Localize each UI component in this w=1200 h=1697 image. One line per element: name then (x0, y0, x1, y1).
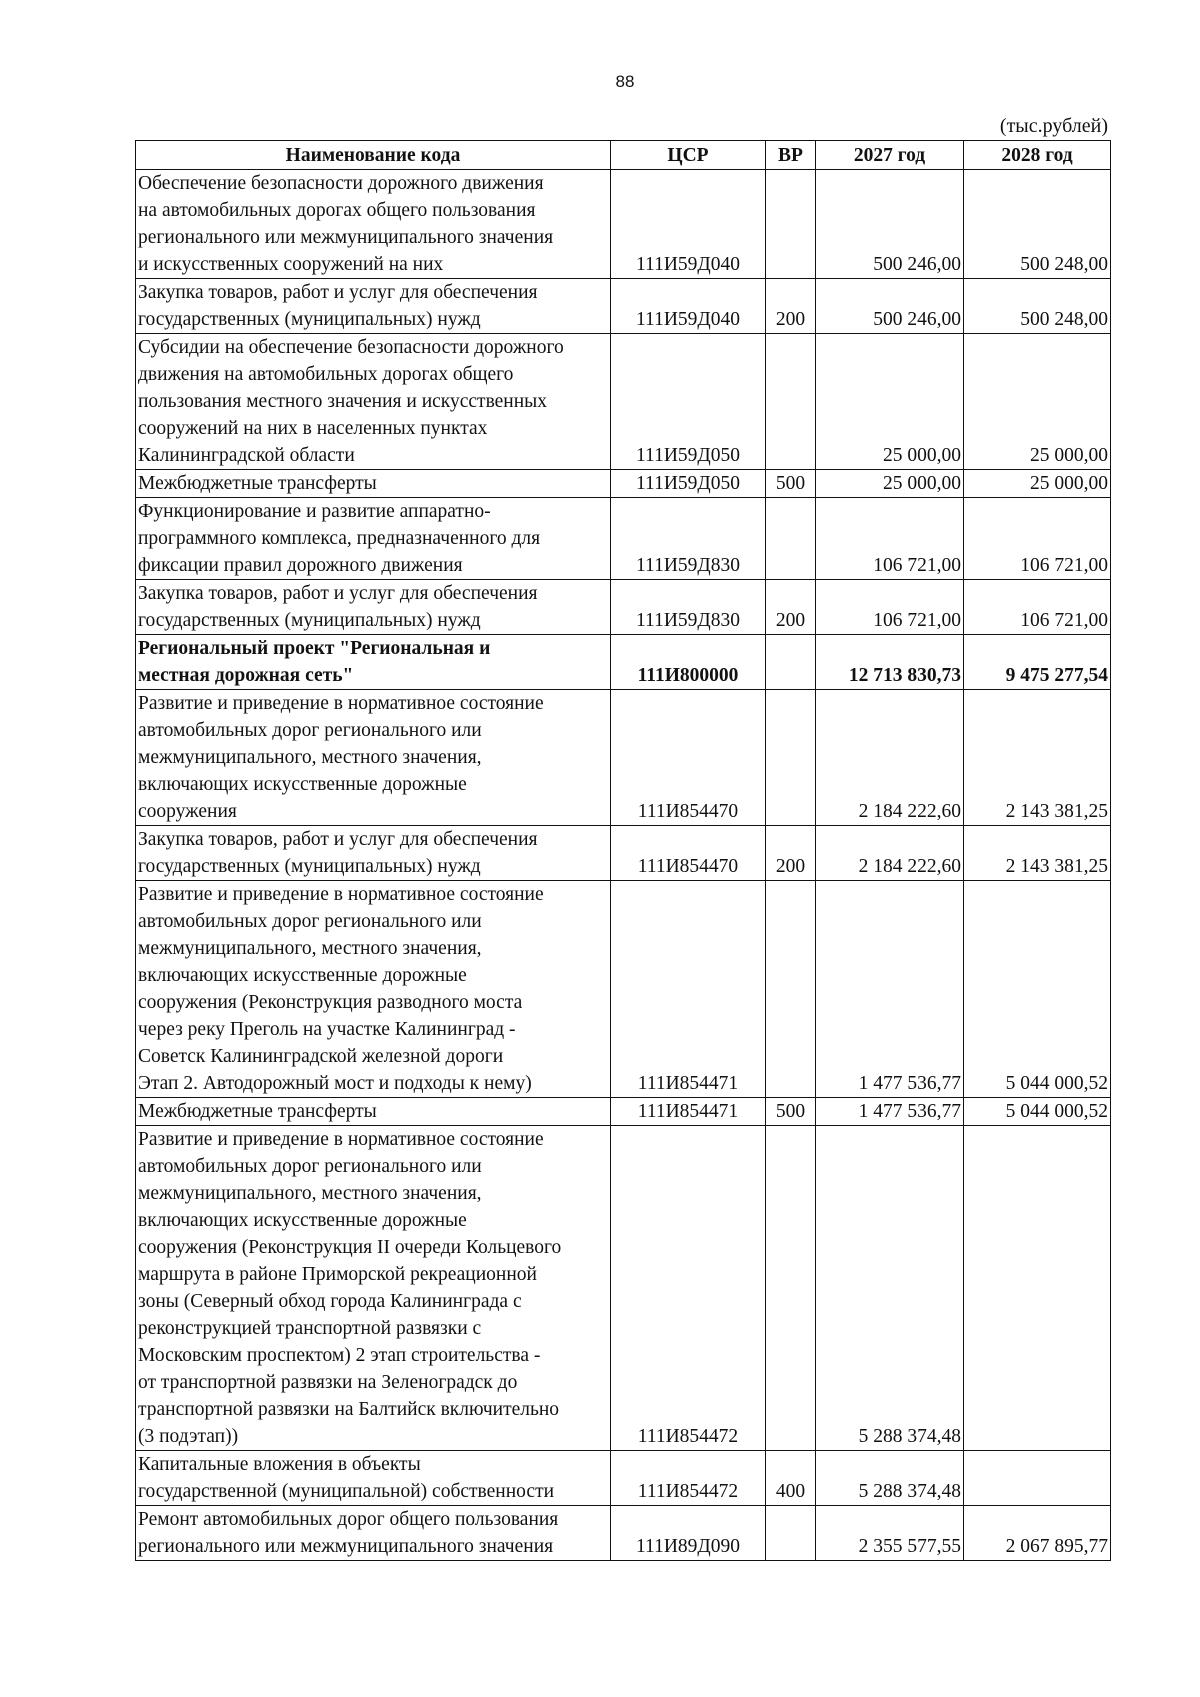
row-name-line: Калининградской области (138, 445, 355, 466)
row-csr: 111И59Д040 (611, 170, 766, 279)
row-name (136, 1098, 611, 1126)
row-csr: 111И59Д050 (611, 470, 766, 498)
table-row (136, 690, 1111, 826)
row-name-line: через реку Преголь на участке Калининград - (138, 1019, 516, 1040)
row-value-2027: 25 000,00 (816, 470, 964, 498)
row-name-line: Обеспечение безопасности дорожного движения (138, 173, 544, 194)
row-value-2028: 25 000,00 (964, 470, 1111, 498)
row-name-line: Развитие и приведение в нормативное состояние (138, 693, 544, 714)
row-name (136, 279, 611, 334)
table-row (136, 881, 1111, 1098)
row-value-2028: 500 248,00 (964, 279, 1111, 334)
row-vr: 400 (766, 1451, 816, 1506)
row-value-2028: 106 721,00 (964, 580, 1111, 635)
row-name-line: Межбюджетные трансферты (138, 1101, 377, 1122)
row-name (136, 1126, 611, 1451)
row-vr (766, 334, 816, 470)
row-name-line: Межбюджетные трансферты (138, 473, 377, 494)
row-name (136, 170, 611, 279)
row-name-line: регионального или межмуниципального значения (138, 1536, 554, 1557)
row-name-line: Закупка товаров, работ и услуг для обеспечения (138, 282, 538, 303)
row-name (136, 635, 611, 690)
row-csr: 111И854471 (611, 881, 766, 1098)
row-name-line: государственной (муниципальной) собственности (138, 1481, 555, 1502)
row-name (136, 690, 611, 826)
row-vr: 500 (766, 470, 816, 498)
row-name (136, 1451, 611, 1506)
row-vr: 500 (766, 1098, 816, 1126)
table-row (136, 1098, 1111, 1126)
row-csr: 111И854472 (611, 1126, 766, 1451)
row-csr: 111И59Д830 (611, 498, 766, 580)
row-name (136, 498, 611, 580)
row-vr: 200 (766, 580, 816, 635)
row-vr (766, 881, 816, 1098)
row-value-2027: 2 184 222,60 (816, 690, 964, 826)
row-name-line: межмуниципального, местного значения, (138, 938, 482, 959)
row-value-2028: 2 067 895,77 (964, 1506, 1111, 1561)
row-name-line: транспортной развязки на Балтийск включительно (138, 1399, 560, 1420)
row-value-2028: 25 000,00 (964, 334, 1111, 470)
row-name-line: от транспортной развязки на Зеленоградск до (138, 1372, 518, 1393)
row-csr: 111И854470 (611, 826, 766, 881)
page-number: 88 (615, 72, 635, 91)
row-name-line: включающих искусственные дорожные (138, 774, 467, 795)
header-csr: ЦСР (611, 141, 766, 170)
row-value-2027: 2 355 577,55 (816, 1506, 964, 1561)
row-name-line: автомобильных дорог регионального или (138, 911, 482, 932)
row-value-2027: 25 000,00 (816, 334, 964, 470)
row-name-line: сооружения (138, 801, 237, 822)
row-name-line: Капитальные вложения в объекты (138, 1454, 421, 1475)
row-value-2027: 2 184 222,60 (816, 826, 964, 881)
row-csr: 111И59Д830 (611, 580, 766, 635)
row-name-line: сооружения (Реконструкция разводного моста (138, 992, 523, 1013)
row-value-2028 (964, 1451, 1111, 1506)
row-name-line: автомобильных дорог регионального или (138, 1156, 482, 1177)
row-name-line: программного комплекса, предназначенного для (138, 528, 541, 549)
budget-table (135, 140, 1111, 1561)
row-value-2028: 5 044 000,52 (964, 1098, 1111, 1126)
row-value-2027: 106 721,00 (816, 498, 964, 580)
row-csr: 111И800000 (611, 635, 766, 690)
row-name-line: межмуниципального, местного значения, (138, 747, 482, 768)
row-name-line: движения на автомобильных дорогах общего (138, 364, 514, 385)
row-value-2027: 1 477 536,77 (816, 1098, 964, 1126)
row-name-line: зоны (Северный обход города Калининграда с (138, 1291, 522, 1312)
table-header-row (136, 141, 1111, 170)
row-name-line: пользования местного значения и искусственных (138, 391, 548, 412)
row-value-2028 (964, 1126, 1111, 1451)
row-name-line: государственных (муниципальных) нужд (138, 309, 481, 330)
row-name (136, 1506, 611, 1561)
header-2027: 2027 год (816, 141, 964, 170)
row-name-line: сооружения (Реконструкция II очереди Кольцевого (138, 1237, 562, 1258)
row-csr: 111И89Д090 (611, 1506, 766, 1561)
row-name-line: местная дорожная сеть" (138, 665, 354, 686)
row-name-line: Региональный проект "Региональная и (138, 638, 491, 659)
row-name (136, 580, 611, 635)
row-value-2027: 5 288 374,48 (816, 1126, 964, 1451)
row-name-line: Этап 2. Автодорожный мост и подходы к нему) (138, 1073, 532, 1094)
row-value-2028: 500 248,00 (964, 170, 1111, 279)
row-value-2028: 2 143 381,25 (964, 826, 1111, 881)
row-csr: 111И854470 (611, 690, 766, 826)
row-value-2027: 106 721,00 (816, 580, 964, 635)
row-name-line: Развитие и приведение в нормативное состояние (138, 884, 544, 905)
row-csr: 111И854471 (611, 1098, 766, 1126)
table-row (136, 635, 1111, 690)
table-row (136, 1506, 1111, 1561)
table-body (136, 170, 1111, 1561)
row-name-line: (3 подэтап)) (138, 1426, 239, 1447)
row-value-2027: 500 246,00 (816, 170, 964, 279)
table-row (136, 498, 1111, 580)
row-vr (766, 635, 816, 690)
row-name-line: включающих искусственные дорожные (138, 965, 467, 986)
table-row (136, 334, 1111, 470)
row-name (136, 826, 611, 881)
header-name: Наименование кода (136, 141, 611, 170)
row-name-line: Закупка товаров, работ и услуг для обеспечения (138, 829, 538, 850)
row-value-2028: 5 044 000,52 (964, 881, 1111, 1098)
row-vr: 200 (766, 826, 816, 881)
table-row (136, 1126, 1111, 1451)
row-vr (766, 498, 816, 580)
row-vr (766, 1126, 816, 1451)
row-name-line: реконструкцией транспортной развязки с (138, 1318, 482, 1339)
row-name-line: сооружений на них в населенных пунктах (138, 418, 488, 439)
row-name-line: межмуниципального, местного значения, (138, 1183, 482, 1204)
table-row (136, 580, 1111, 635)
table-row (136, 170, 1111, 279)
table-row (136, 826, 1111, 881)
row-vr (766, 170, 816, 279)
row-value-2027: 500 246,00 (816, 279, 964, 334)
row-name (136, 470, 611, 498)
row-vr (766, 690, 816, 826)
row-name-line: регионального или межмуниципального значения (138, 227, 554, 248)
row-name-line: государственных (муниципальных) нужд (138, 856, 481, 877)
row-csr: 111И59Д050 (611, 334, 766, 470)
row-name-line: Функционирование и развитие аппаратно- (138, 501, 491, 522)
units-label: (тыс.рублей) (999, 115, 1108, 137)
row-name-line: фиксации правил дорожного движения (138, 555, 463, 576)
row-value-2027: 1 477 536,77 (816, 881, 964, 1098)
row-name (136, 881, 611, 1098)
row-value-2028: 9 475 277,54 (964, 635, 1111, 690)
row-name-line: Закупка товаров, работ и услуг для обеспечения (138, 583, 538, 604)
row-csr: 111И59Д040 (611, 279, 766, 334)
row-name-line: Советск Калининградской железной дороги (138, 1046, 504, 1067)
table-row (136, 1451, 1111, 1506)
row-value-2027: 12 713 830,73 (816, 635, 964, 690)
table-row (136, 279, 1111, 334)
row-name-line: Московским проспектом) 2 этап строительства - (138, 1345, 541, 1366)
row-name-line: Ремонт автомобильных дорог общего пользования (138, 1509, 559, 1530)
row-vr: 200 (766, 279, 816, 334)
row-name-line: автомобильных дорог регионального или (138, 720, 482, 741)
row-name-line: государственных (муниципальных) нужд (138, 610, 481, 631)
header-2028: 2028 год (964, 141, 1111, 170)
row-name-line: на автомобильных дорогах общего пользования (138, 200, 536, 221)
row-name-line: Развитие и приведение в нормативное состояние (138, 1129, 544, 1150)
row-value-2028: 106 721,00 (964, 498, 1111, 580)
header-vr: ВР (766, 141, 816, 170)
row-name-line: Субсидии на обеспечение безопасности дорожного (138, 337, 564, 358)
row-name-line: и искусственных сооружений на них (138, 254, 444, 275)
row-value-2027: 5 288 374,48 (816, 1451, 964, 1506)
table-row (136, 470, 1111, 498)
row-name-line: включающих искусственные дорожные (138, 1210, 467, 1231)
row-value-2028: 2 143 381,25 (964, 690, 1111, 826)
row-name-line: маршрута в районе Приморской рекреационной (138, 1264, 537, 1285)
row-vr (766, 1506, 816, 1561)
row-name (136, 334, 611, 470)
row-csr: 111И854472 (611, 1451, 766, 1506)
